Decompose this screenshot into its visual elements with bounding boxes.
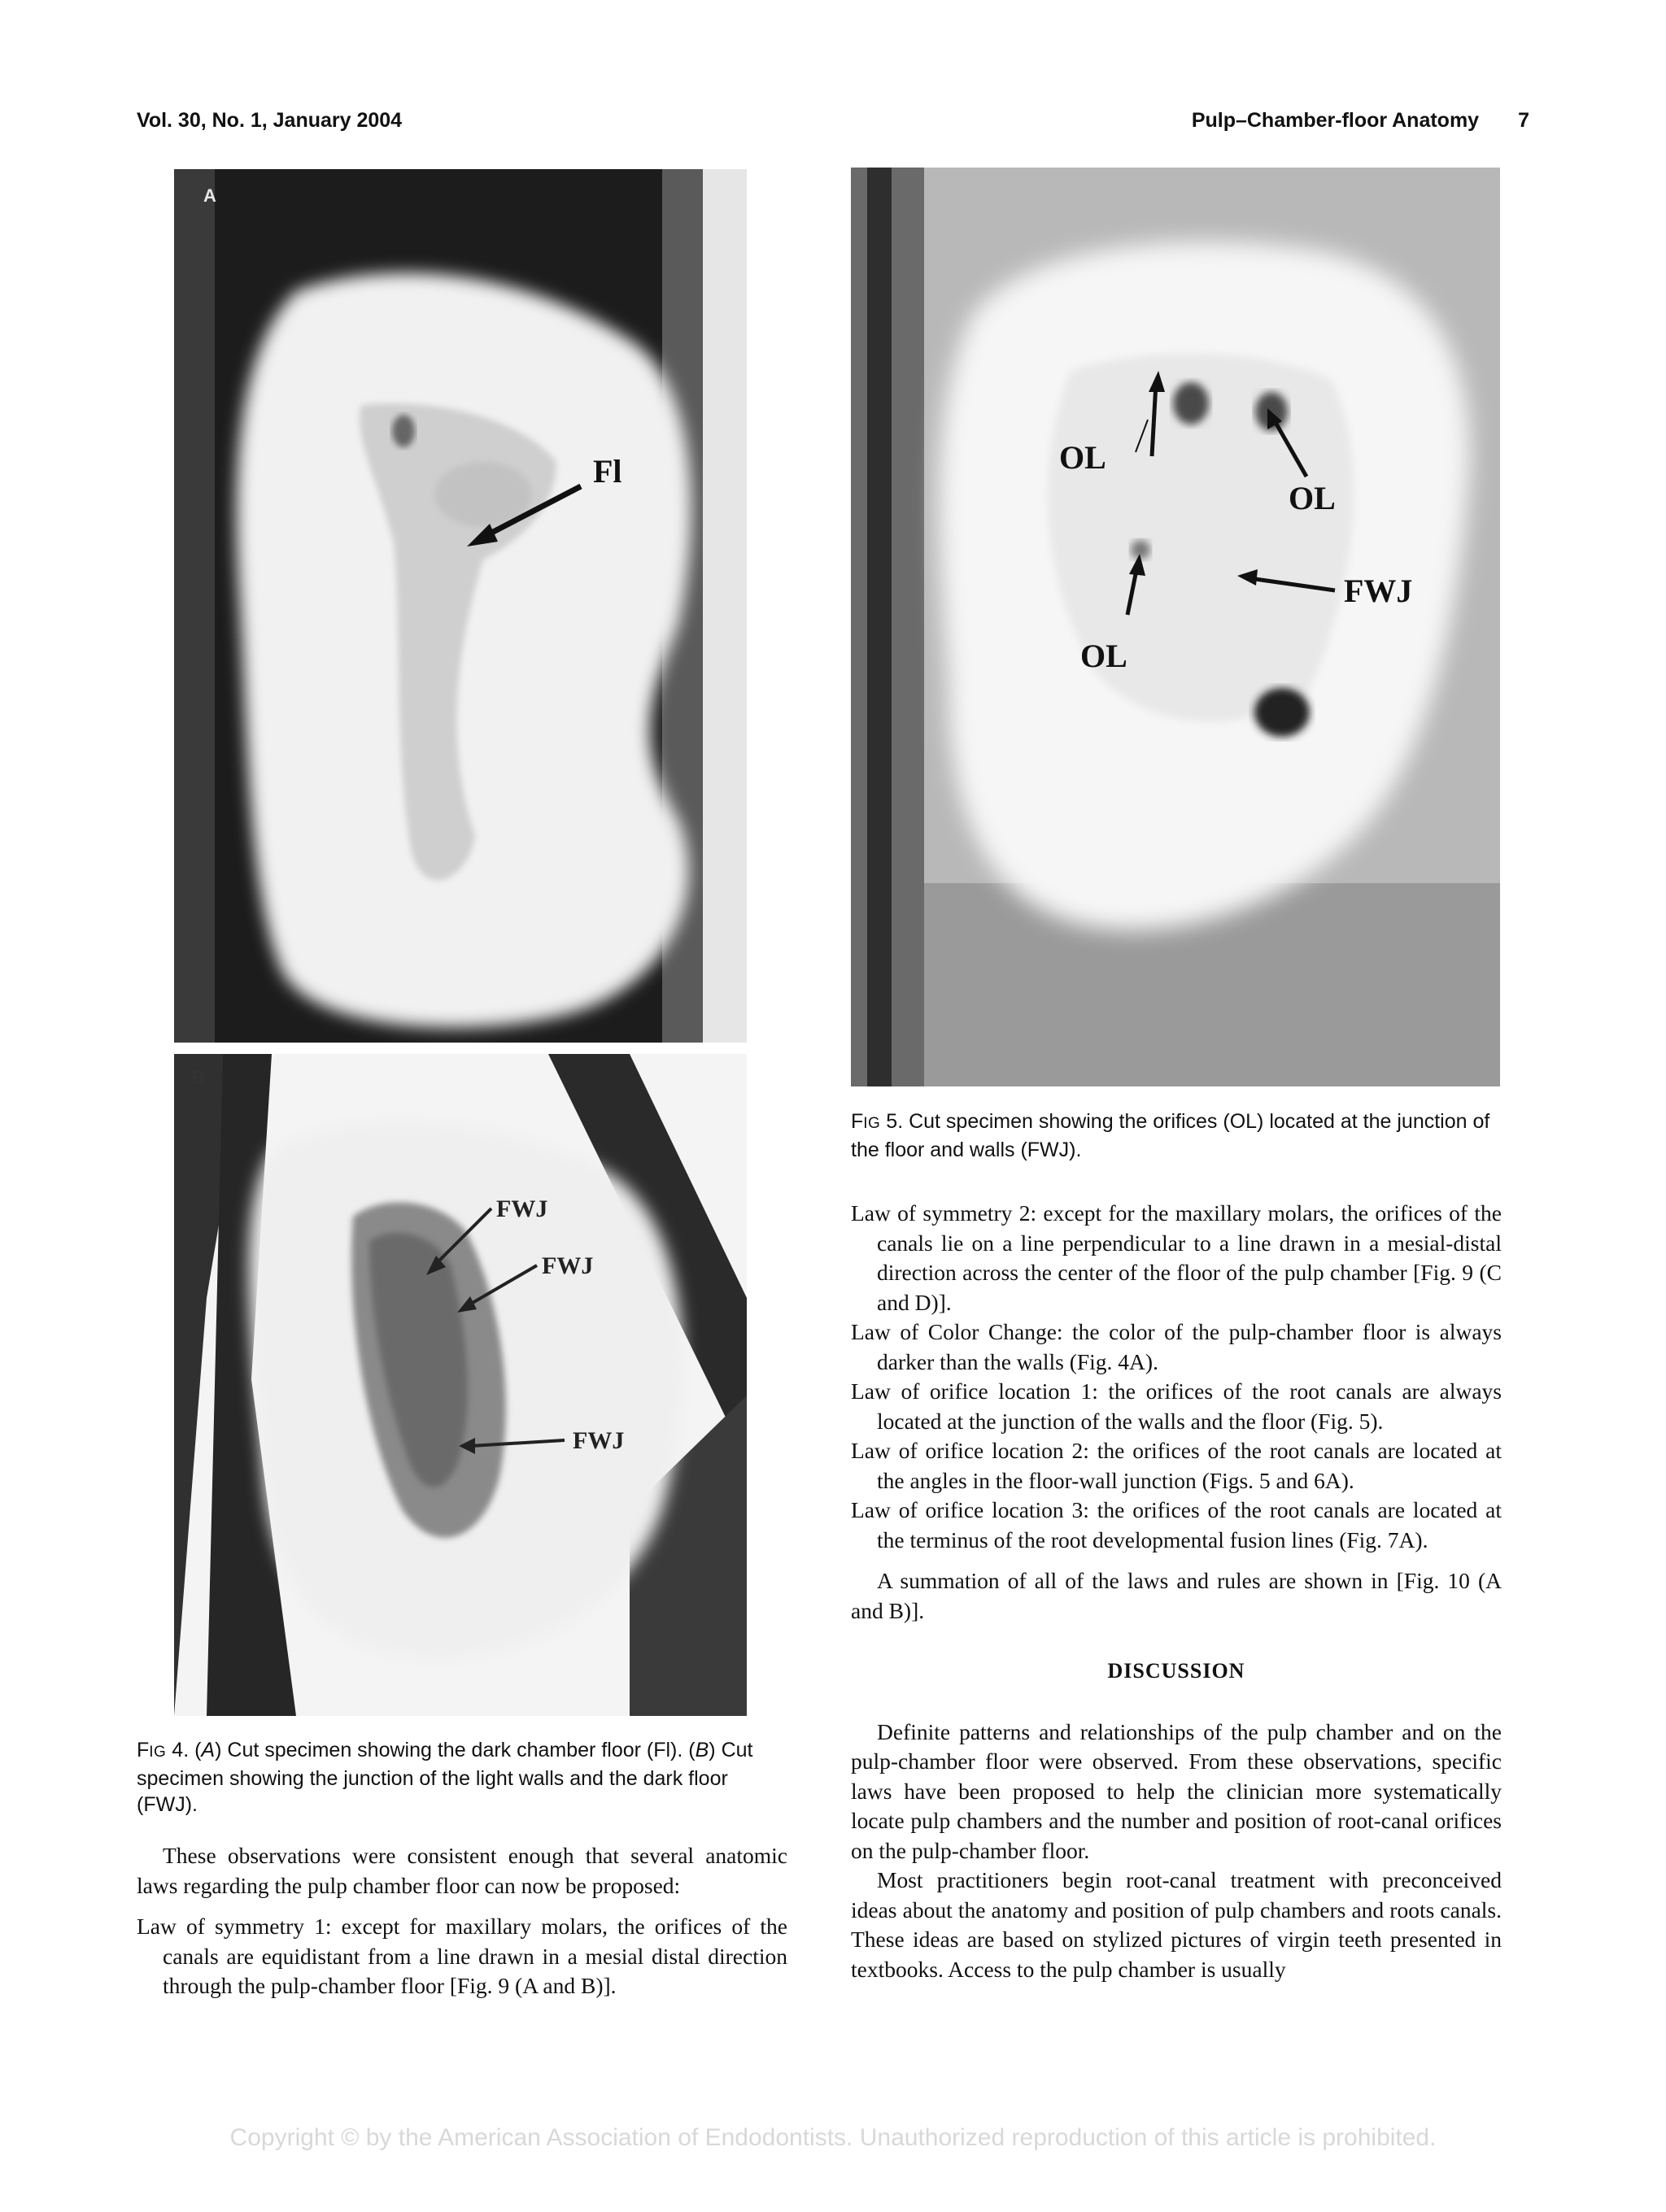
figure-5-label-fwj: FWJ	[1344, 573, 1413, 609]
figure-5-label-ol-2: OL	[1289, 480, 1336, 516]
law-paragraph: Law of orifice location 1: the orifices of the root canals are always located at the junction of the walls and the floor (Fig. 5).	[851, 1378, 1502, 1434]
section-heading: DISCUSSION	[1107, 1659, 1245, 1683]
left-column-text	[137, 1841, 787, 2001]
paragraph: Most practitioners begin root-canal treatment with preconceived ideas about the anatomy and position of pulp chambers and roots canals. These ideas are based on stylized pictures of virgin teeth presented in textbooks. Access to the pulp chamber is usually	[851, 1867, 1502, 1982]
figure-4b-panel-letter: B	[192, 1067, 205, 1087]
figure-4b-label-fwj-1: FWJ	[496, 1195, 548, 1222]
paragraph: These observations were consistent enough that several anatomic laws regarding the pulp chamber floor can now be proposed:	[137, 1843, 787, 1898]
figure-4b-label-fwj-3: FWJ	[573, 1427, 625, 1454]
law-paragraph: Law of symmetry 2: except for the maxillary molars, the orifices of the canals lie on a line perpendicular to a line drawn in a mesial-distal direction across the center of the floor of the pulp chamber [Fig. 9 (C and D)].	[851, 1200, 1502, 1315]
figure-4a-panel-letter: A	[203, 185, 216, 206]
paragraph: A summation of all of the laws and rules are shown in [Fig. 10 (A and B)].	[851, 1568, 1502, 1623]
law-paragraph: Law of Color Change: the color of the pulp-chamber floor is always darker than the walls (Fig. 4A).	[851, 1319, 1502, 1374]
copyright-footer: Copyright © by the American Association of Endodontists. Unauthorized reproduction of this article is prohibited.	[229, 2124, 1437, 2151]
figure-4a-label-fl: Fl	[593, 453, 622, 490]
figure-4b-photo	[174, 1054, 747, 1716]
figure-5-photo	[851, 168, 1500, 1086]
running-header-issue: Vol. 30, No. 1, January 2004	[137, 109, 403, 132]
page-number: 7	[1518, 109, 1529, 132]
figure-5-label-ol-1: OL	[1059, 439, 1106, 476]
running-header-article-title: Pulp–Chamber-floor Anatomy	[1191, 109, 1480, 132]
figure-4a-photo	[174, 169, 747, 1043]
paragraph: Definite patterns and relationships of the pulp chamber and on the pulp-chamber floor were observed. From these observations, specific laws have been proposed to help the clinician more systematically locate pulp chambers and the number and position of root-canal orifices on the pulp-chamber floor.	[851, 1718, 1502, 1863]
law-paragraph: Law of orifice location 3: the orifices of the root canals are located at the terminus of the root developmental fusion lines (Fig. 7A).	[851, 1497, 1502, 1552]
figure-5-caption: FIG 5. Cut specimen showing the orifices (OL) located at the junction of the floor and walls (FWJ).	[851, 1110, 1490, 1161]
figure-4b-label-fwj-2: FWJ	[542, 1252, 594, 1279]
law-paragraph: Law of symmetry 1: except for maxillary molars, the orifices of the canals are equidistant from a line drawn in a mesial distal direction through the pulp-chamber floor [Fig. 9 (A and B)].	[137, 1914, 787, 1998]
right-column-text	[851, 1199, 1502, 1984]
figure-4-caption: FIG 4. (A) Cut specimen showing the dark chamber floor (Fl). (B) Cut specimen showing the junction of the light walls and the dark floor (FWJ).	[137, 1739, 753, 1816]
running-header-title	[1192, 109, 1529, 133]
law-paragraph: Law of orifice location 2: the orifices of the root canals are located at the angles in the floor-wall junction (Figs. 5 and 6A).	[851, 1438, 1502, 1493]
figure-5-label-ol-3: OL	[1080, 638, 1127, 674]
